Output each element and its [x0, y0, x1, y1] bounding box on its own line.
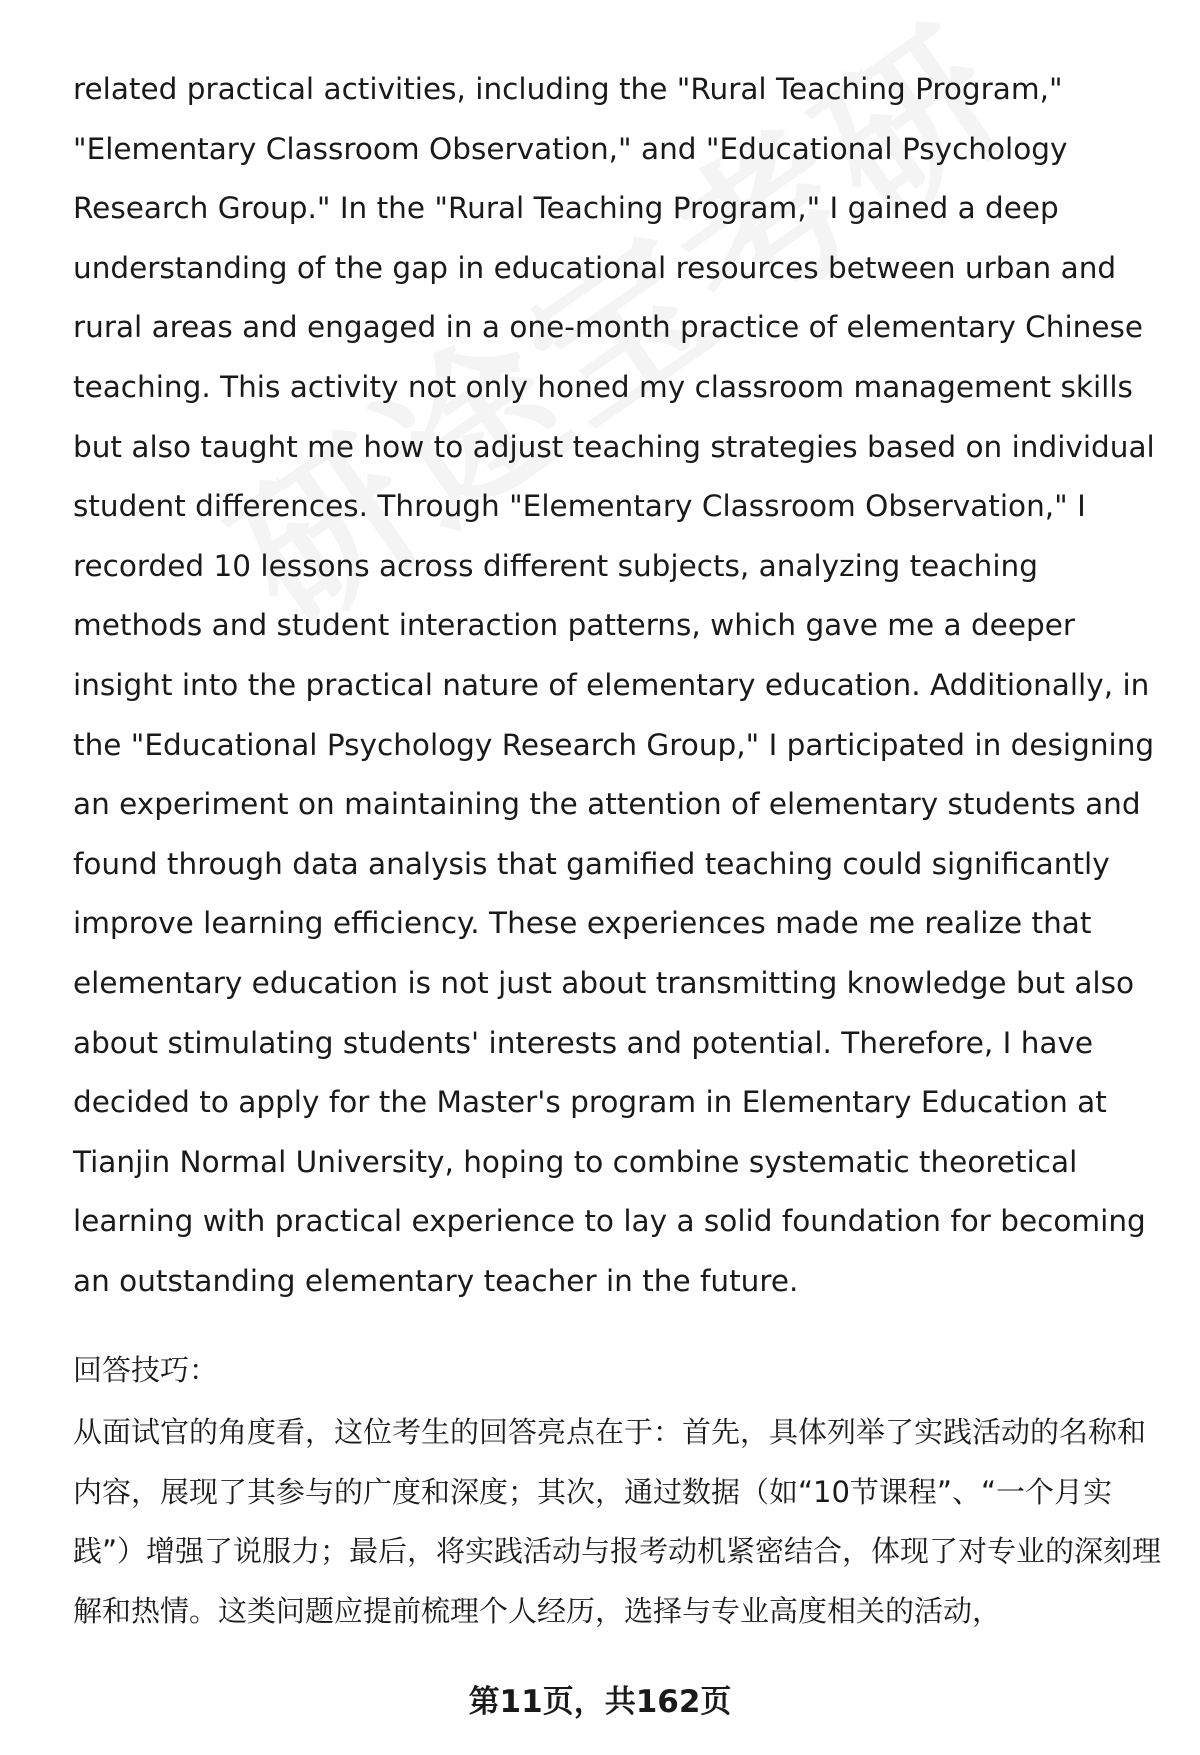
tips-heading: 回答技巧：: [73, 1353, 219, 1387]
tips-text: 从面试官的角度看，这位考生的回答亮点在于：首先，具体列举了实践活动的名称和内容，展现了其参与的广度和深度；其次，通过数据（如“10节课程”、“一个月实践”）增强了说服力；最后，将实践活动与报考动机紧密结合，体现了对专业的深刻理解和热情。这类问题应提前梳理个人经历，选择与专业高度相关的活动，: [73, 1415, 1162, 1628]
answer-paragraph: related practical activities, including the "Rural Teaching Program," "Elementary Classroom Observation," and "Educational Psychology Research Group." In the "Rural Teaching Program," I gained a deep understanding of the gap in educational resources between urban and rural areas and engaged in a one-month practice of elementary Chinese teaching. This activity not only honed my classroom management skills but also taught me how to adjust teaching strategies based on individual student differences. Through "Elementary Classroom Observation," I recorded 10 lessons across different subjects, analyzing teaching methods and student interaction patterns, which gave me a deeper insight into the practical nature of elementary education. Additionally, in the "Educational Psychology Research Group," I participated in designing an experiment on maintaining the attention of elementary students and found through data analysis that gamified teaching could significantly improve learning efficiency. These experiences made me realize that elementary education is not just about transmitting knowledge but also about stimulating students' interests and potential. Therefore, I have decided to apply for the Master's program in Elementary Education at Tianjin Normal University, hoping to combine systematic theoretical learning with practical experience to lay a solid foundation for becoming an outstanding elementary teacher in the future.: [73, 72, 1155, 1298]
page-number: 第11页，共162页: [468, 1684, 732, 1720]
answer-tips-section: [73, 1345, 1163, 1641]
